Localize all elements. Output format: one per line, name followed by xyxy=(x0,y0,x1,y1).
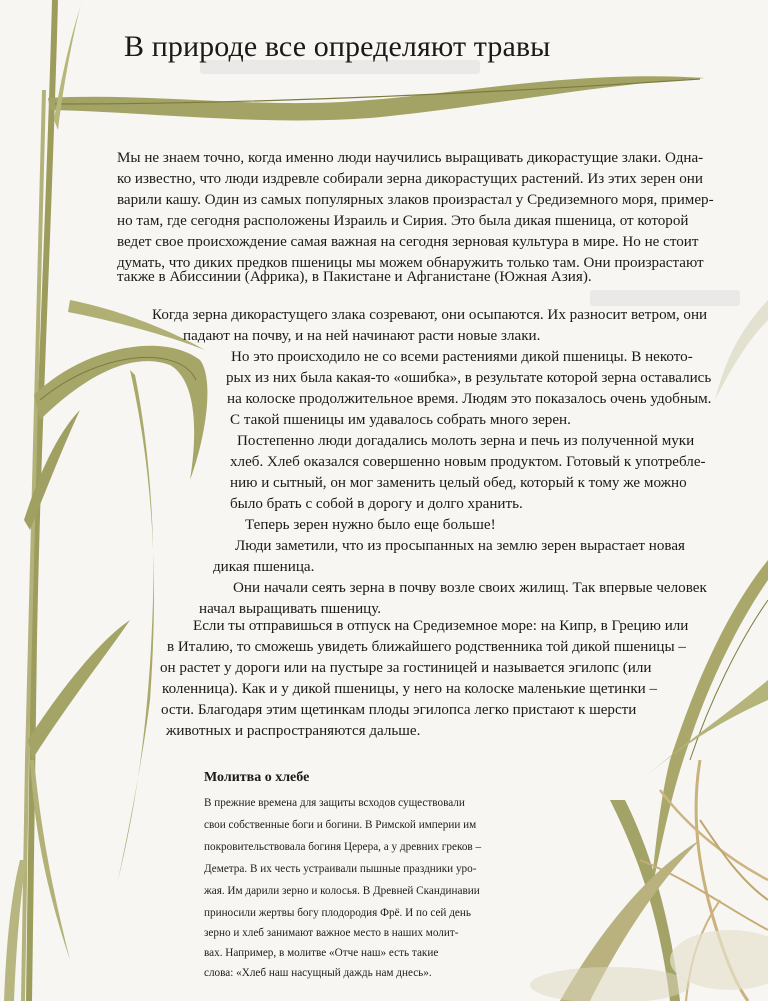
text-line: Если ты отправишься в отпуск на Средиземное море: на Кипр, в Грецию или xyxy=(193,618,689,634)
text-line: ведет свое происхождение самая важная на сегодня зерновая культура в мире. Но не стоит xyxy=(117,234,699,250)
page-title: В природе все определяют травы xyxy=(124,30,551,63)
sidebar-title: Молитва о хлебе xyxy=(204,770,310,785)
text-line: Но это происходило не со всеми растениями дикой пшеницы. В некото- xyxy=(231,349,693,365)
sidebar-line: покровительствовала богиня Церера, а у древних греков – xyxy=(204,841,482,853)
sidebar-line: жая. Им дарили зерно и колосья. В Древней Скандинавии xyxy=(204,885,480,897)
text-line: С такой пшеницы им удавалось собрать много зерен. xyxy=(230,412,571,428)
text-line: также в Абиссинии (Африка), в Пакистане и Афганистане (Южная Азия). xyxy=(117,269,592,285)
sidebar-line: вах. Например, в молитве «Отче наш» есть такие xyxy=(204,947,439,959)
text-line: варили кашу. Один из самых популярных злаков произрастал у Средиземного моря, пример- xyxy=(117,192,714,208)
text-line: животных и распространяются дальше. xyxy=(166,723,421,739)
text-line: он растет у дороги или на пустыре за гостиницей и называется эгилопс (или xyxy=(160,660,652,676)
text-line: нию и сытный, он мог заменить целый обед, который к тому же можно xyxy=(230,475,687,491)
text-line: Теперь зерен нужно было еще больше! xyxy=(245,517,496,533)
sidebar-line: свои собственные боги и богини. В Римской империи им xyxy=(204,819,477,831)
text-line: хлеб. Хлеб оказался совершенно новым продуктом. Готовый к употребле- xyxy=(230,454,706,470)
text-line: начал выращивать пшеницу. xyxy=(199,601,382,617)
text-line: но там, где сегодня расположены Израиль и Сирия. Это была дикая пшеница, от которой xyxy=(117,213,689,229)
text-line: Постепенно люди догадались молоть зерна и печь из полученной муки xyxy=(237,433,695,449)
text-line: думать, что диких предков пшеницы мы можем обнаружить только там. Они произрастают xyxy=(117,255,704,271)
sidebar-line: зерно и хлеб занимают важное место в наших молит- xyxy=(204,927,459,939)
text-line: коленница). Как и у дикой пшеницы, у него на колоске маленькие щетинки – xyxy=(162,681,658,697)
sidebar-line: приносили жертвы богу плодородия Фрё. И по сей день xyxy=(204,907,471,919)
text-line: было брать с собой в дорогу и долго хранить. xyxy=(230,496,523,512)
text-line: рых из них была какая-то «ошибка», в результате которой зерна оставались xyxy=(226,370,712,386)
sidebar-line: Деметра. В их честь устраивали пышные праздники уро- xyxy=(204,863,477,875)
text-line: Люди заметили, что из просыпанных на землю зерен вырастает новая xyxy=(235,538,685,554)
text-line: в Италию, то сможешь увидеть ближайшего родственника той дикой пшеницы – xyxy=(167,639,686,655)
text-line: дикая пшеница. xyxy=(213,559,315,575)
text-line: падают на почву, и на ней начинают расти новые злаки. xyxy=(183,328,541,344)
sidebar-line: слова: «Хлеб наш насущный даждь нам днесь». xyxy=(204,967,432,979)
text-line: Они начали сеять зерна в почву возле своих жилищ. Так впервые человек xyxy=(233,580,707,596)
sidebar-line: В прежние времена для защиты всходов существовали xyxy=(204,797,465,809)
text-line: Мы не знаем точно, когда именно люди научились выращивать дикорастущие злаки. Одна- xyxy=(117,150,704,166)
text-line: ко известно, что люди издревле собирали зерна дикорастущих растений. Из этих зерен они xyxy=(117,171,703,187)
text-line: Когда зерна дикорастущего злака созревают, они осыпаются. Их разносит ветром, они xyxy=(152,307,708,323)
text-line: ости. Благодаря этим щетинкам плоды эгилопса легко пристают к шерсти xyxy=(161,702,637,718)
text-line: на колоске продолжительное время. Людям это показалось очень удобным. xyxy=(227,391,712,407)
